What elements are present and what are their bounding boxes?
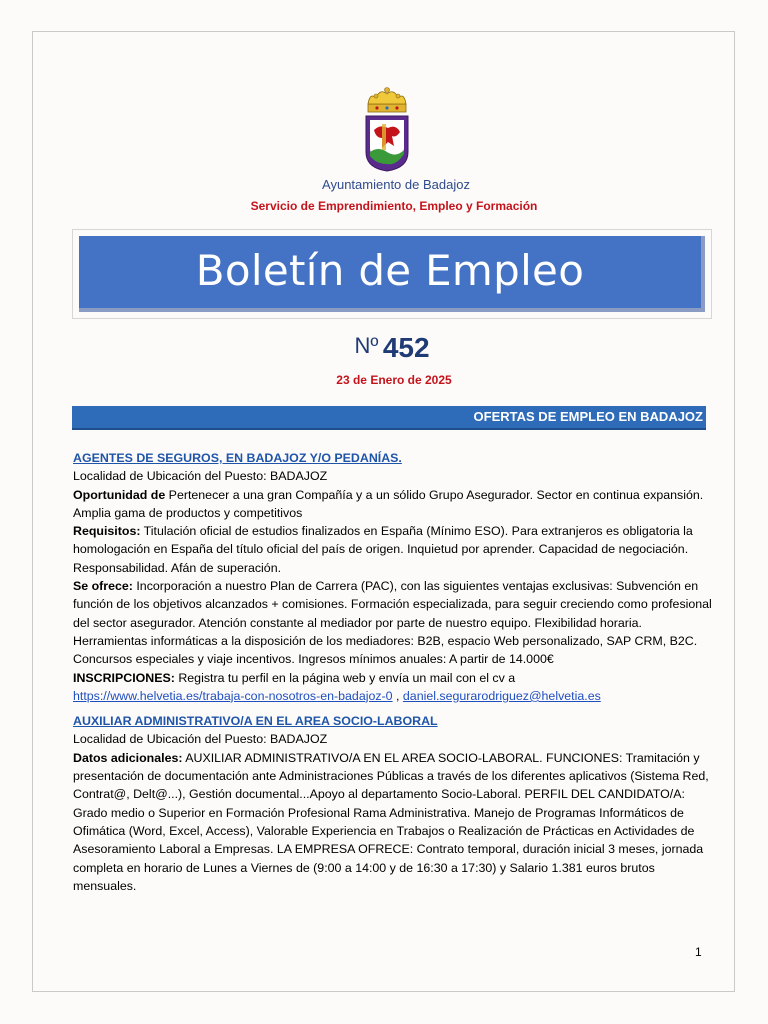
job-1-requirements bbox=[73, 522, 713, 577]
job-2-title[interactable]: AUXILIAR ADMINISTRATIVO/A EN EL AREA SOCIO-LABORAL bbox=[73, 714, 438, 729]
helvetia-link[interactable]: https://www.helvetia.es/trabaja-con-nosotros-en-badajoz-0 bbox=[73, 688, 393, 703]
section-header bbox=[72, 406, 706, 430]
section-title: OFERTAS DE EMPLEO EN BADAJOZ bbox=[473, 409, 703, 424]
issue-value: 452 bbox=[382, 332, 430, 363]
coat-of-arms-logo bbox=[362, 86, 412, 172]
job-listings bbox=[73, 449, 713, 895]
issue-number bbox=[8, 332, 768, 364]
inscriptions-text: Registra tu perfil en la página web y envía un mail con el cv a bbox=[174, 670, 516, 685]
job-1-title[interactable]: AGENTES DE SEGUROS, EN BADAJOZ Y/O PEDANÍAS. bbox=[73, 451, 402, 465]
bulletin-title: Boletín de Empleo bbox=[195, 246, 585, 295]
requirements-label: Requisitos: bbox=[73, 524, 141, 539]
job-2-location: Localidad de Ubicación del Puesto: BADAJOZ bbox=[73, 732, 328, 747]
issue-date: 23 de Enero de 2025 bbox=[336, 373, 452, 387]
offer-text: Incorporación a nuestro Plan de Carrera (PAC), con las siguientes ventajas exclusivas: Subvención en función de los objetivos alcanzados + comisiones. Formación especializada, para seguir creciendo como profesional del sector asegurador. Atención constante al mediador por parte de nuestro equipo. Flexibilidad horaria. Herramientas informáticas a la disposición de los mediadores: B2B, espacio Web personalizado, SAP CRM, B2C. Concursos especiales y viaje incentivos. Ingresos mínimos anuales: A partir de 14.000€ bbox=[73, 579, 712, 667]
inscriptions-label: INSCRIPCIONES: bbox=[73, 670, 175, 685]
job-2-details bbox=[73, 749, 713, 895]
job-1-links bbox=[73, 687, 713, 705]
opportunity-label: Oportunidad de bbox=[73, 487, 166, 502]
job-1-inscriptions bbox=[73, 669, 713, 687]
job-1-offer bbox=[73, 577, 713, 668]
offer-label: Se ofrece: bbox=[73, 579, 133, 594]
job-1-location: Localidad de Ubicación del Puesto: BADAJOZ bbox=[73, 469, 328, 484]
shield-icon bbox=[366, 116, 408, 171]
organization-name: Ayuntamiento de Badajoz bbox=[322, 177, 470, 192]
issue-prefix: Nº bbox=[354, 333, 379, 358]
additional-data-text: AUXILIAR ADMINISTRATIVO/A EN EL AREA SOCIO-LABORAL. FUNCIONES: Tramitación y presentación de documentación ante Administraciones Públicas a través de los diferentes aplicativos (Sistema Red, Contrat@, Delt@...), Gestión documental...Apoyo al departamento Socio-Laboral. PERFIL DEL CANDIDATO/A: Grado medio o Superior en Formación Profesional Rama Administrativa. Manejo de Programas Informáticos de Ofimática (Word, Excel, Access), Valorable Experiencia en Trabajos o Realización de Prácticas en Actividades de Asesoramiento Laboral a Empresas. LA EMPRESA OFRECE: Contrato temporal, duración inicial 3 meses, jornada completa en horario de Lunes a Viernes de (9:00 a 14:00 y de 16:30 a 17:30) y Salario 1.381 euros brutos mensuales. bbox=[73, 750, 709, 893]
requirements-text: Titulación oficial de estudios finalizados en España (Mínimo ESO). Para extranjeros es obligatoria la homologación en España del título oficial del país de origen. Inquietud por aprender. Capacidad de negociación. Responsabilidad. Afán de superación. bbox=[73, 524, 693, 575]
job-1-opportunity bbox=[73, 486, 713, 523]
title-banner bbox=[79, 236, 705, 312]
email-link[interactable]: daniel.segurarodriguez@helvetia.es bbox=[402, 688, 601, 703]
opportunity-text: Pertenecer a una gran Compañía y a un sólido Grupo Asegurador. Sector en continua expansión. Amplia gama de productos y competitivos bbox=[73, 487, 704, 520]
crown-icon bbox=[368, 88, 406, 113]
page-number: 1 bbox=[695, 945, 702, 959]
link-separator: , bbox=[392, 688, 403, 703]
additional-data-label: Datos adicionales: bbox=[73, 750, 183, 765]
service-name: Servicio de Emprendimiento, Empleo y Formación bbox=[250, 199, 538, 213]
